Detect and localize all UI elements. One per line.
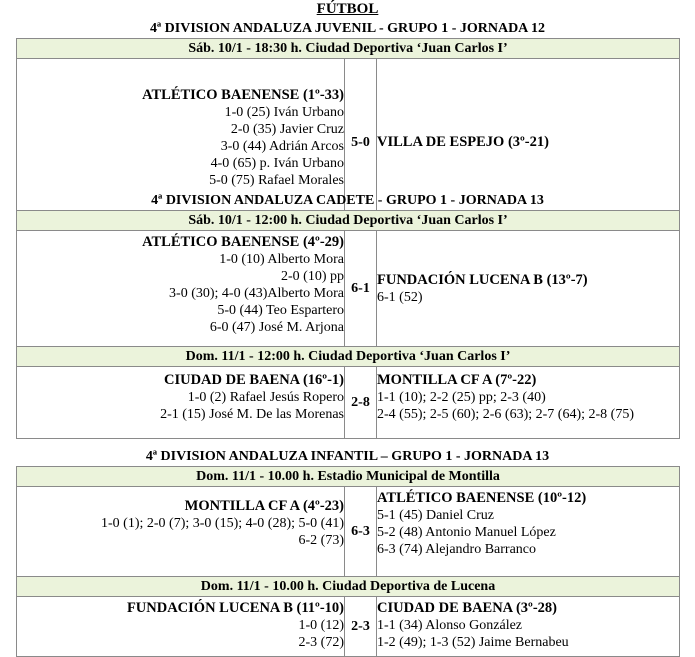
- match-table-infantil-1: [16, 466, 680, 657]
- match-header: Dom. 11/1 - 10.00 h. Ciudad Deportiva de Lucena: [17, 577, 680, 597]
- goal-line: 1-0 (1); 2-0 (7); 3-0 (15); 4-0 (28); 5-0 (41): [101, 516, 344, 531]
- goal-line: 5-0 (44) Teo Espartero: [217, 303, 344, 318]
- match-header: Dom. 11/1 - 12:00 h. Ciudad Deportiva ‘Juan Carlos I’: [17, 347, 680, 367]
- goal-line: 3-0 (44) Adrián Arcos: [220, 139, 344, 154]
- away-cell: [377, 367, 680, 439]
- goal-line: 1-0 (12): [298, 618, 344, 633]
- home-team: ATLÉTICO BAENENSE (4º-29): [142, 234, 344, 250]
- goal-line: 6-3 (74) Alejandro Barranco: [377, 542, 536, 557]
- score: 6-3: [345, 487, 377, 577]
- section-heading-cadete: 4ª DIVISION ANDALUZA CADETE - GRUPO 1 - JORNADA 13: [151, 193, 544, 208]
- home-team: ATLÉTICO BAENENSE (1º-33): [142, 87, 344, 103]
- home-cell: [17, 231, 345, 347]
- goal-line: 5-2 (48) Antonio Manuel López: [377, 525, 556, 540]
- goal-line: 5-1 (45) Daniel Cruz: [377, 508, 495, 523]
- goal-line: 2-0 (10) pp: [281, 269, 344, 284]
- goal-line: 6-1 (52): [377, 289, 423, 305]
- goal-line: 1-0 (25) Iván Urbano: [224, 105, 344, 120]
- match-header: Dom. 11/1 - 10.00 h. Estadio Municipal de Montilla: [17, 467, 680, 487]
- score: 5-0: [345, 59, 377, 226]
- home-cell: [17, 487, 345, 577]
- score: 2-3: [345, 597, 377, 657]
- goal-line: 2-3 (72): [298, 635, 344, 650]
- match-header: Sáb. 10/1 - 18:30 h. Ciudad Deportiva ‘Juan Carlos I’: [17, 39, 680, 59]
- away-team: MONTILLA CF A (7º-22): [377, 372, 537, 388]
- goal-line: 5-0 (75) Rafael Morales: [209, 173, 344, 188]
- goal-line: 1-0 (2) Rafael Jesús Ropero: [187, 390, 344, 405]
- goal-line: 1-1 (10); 2-2 (25) pp; 2-3 (40): [377, 390, 546, 405]
- section-heading-juvenil: 4ª DIVISION ANDALUZA JUVENIL - GRUPO 1 - JORNADA 12: [149, 21, 546, 36]
- home-team: FUNDACIÓN LUCENA B (11º-10): [126, 600, 344, 616]
- away-team: FUNDACIÓN LUCENA B (13º-7): [377, 271, 588, 288]
- goal-line: 4-0 (65) p. Iván Urbano: [210, 156, 344, 171]
- goal-line: 2-1 (15) José M. De las Morenas: [160, 407, 344, 422]
- goal-line: 6-0 (47) José M. Arjona: [209, 320, 344, 335]
- match-table-cadete-1: [16, 210, 680, 439]
- away-cell: [377, 597, 680, 657]
- goal-line: 6-2 (73): [298, 533, 344, 548]
- goal-line: 1-2 (49); 1-3 (52) Jaime Bernabeu: [377, 635, 569, 650]
- home-team: CIUDAD DE BAENA (16º-1): [164, 372, 344, 388]
- home-cell: [17, 367, 345, 439]
- section-heading-infantil: 4ª DIVISION ANDALUZA INFANTIL – GRUPO 1 - JORNADA 13: [145, 449, 550, 464]
- home-cell: [17, 597, 345, 657]
- goal-line: 3-0 (30); 4-0 (43)Alberto Mora: [169, 286, 344, 301]
- away-cell: [377, 231, 680, 347]
- goal-line: 1-1 (34) Alonso González: [377, 618, 523, 633]
- goal-line: 1-0 (10) Alberto Mora: [219, 252, 344, 267]
- goal-line: 2-4 (55); 2-5 (60); 2-6 (63); 2-7 (64); 2-8 (75): [377, 407, 634, 422]
- away-cell: [377, 487, 680, 577]
- home-team: MONTILLA CF A (4º-23): [184, 498, 344, 514]
- score: 2-8: [345, 367, 377, 439]
- page-title: FÚTBOL: [316, 1, 379, 17]
- match-header: Sáb. 10/1 - 12:00 h. Ciudad Deportiva ‘Juan Carlos I’: [17, 211, 680, 231]
- away-team: ATLÉTICO BAENENSE (10º-12): [377, 490, 587, 506]
- away-team: VILLA DE ESPEJO (3º-21): [377, 133, 549, 150]
- goal-line: 2-0 (35) Javier Cruz: [230, 122, 344, 137]
- away-team: CIUDAD DE BAENA (3º-28): [377, 600, 557, 616]
- score: 6-1: [345, 231, 377, 347]
